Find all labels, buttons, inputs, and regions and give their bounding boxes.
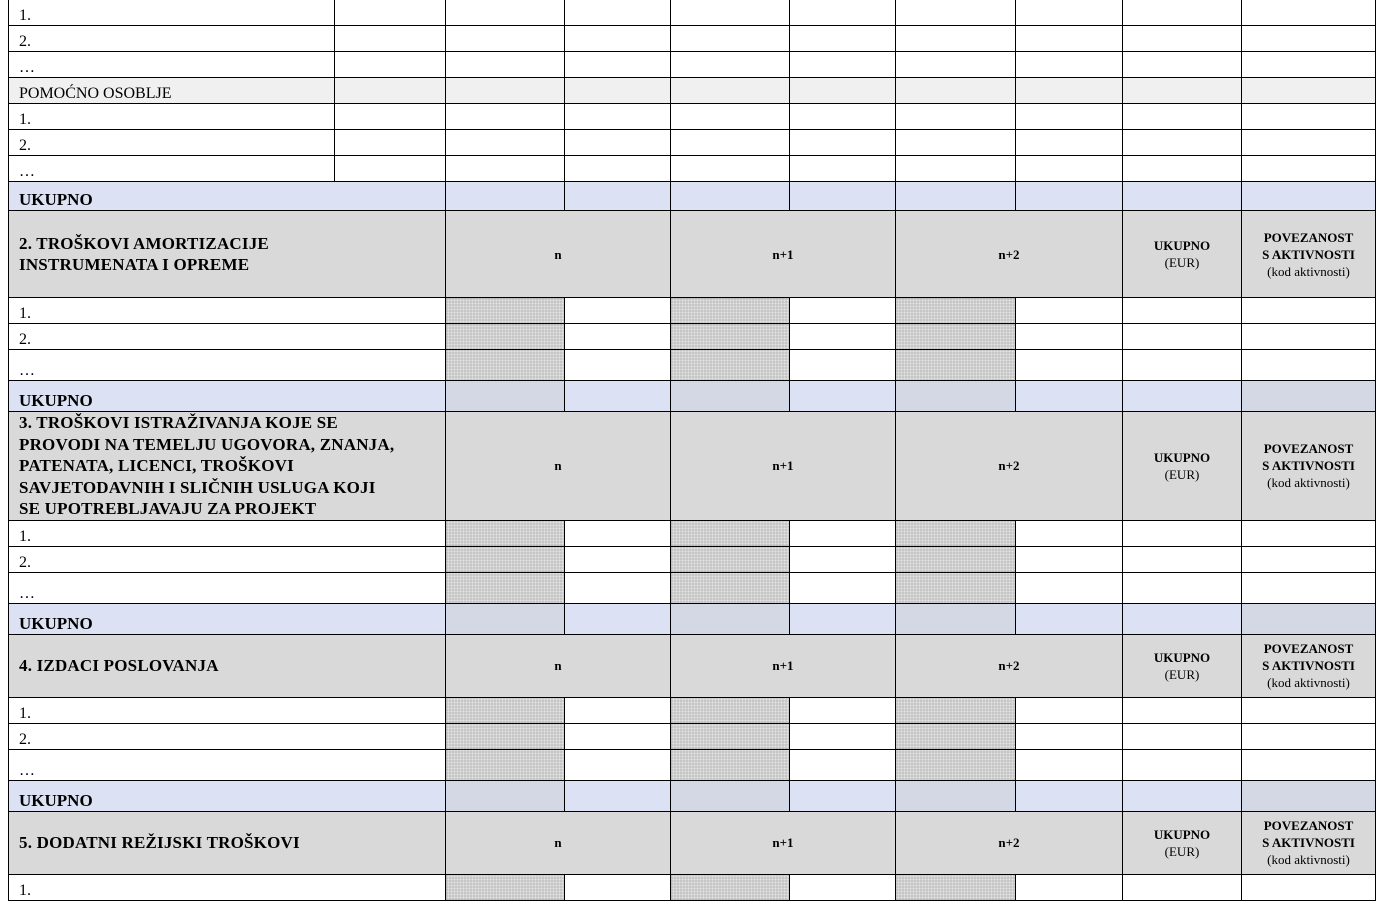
- cell[interactable]: [1123, 324, 1242, 350]
- cell[interactable]: [1016, 723, 1123, 749]
- disabled-cell: [671, 697, 790, 723]
- cell[interactable]: [1016, 749, 1123, 780]
- disabled-cell: [671, 874, 790, 900]
- col-header-povezanost: [1242, 412, 1376, 521]
- cell[interactable]: [1242, 749, 1376, 780]
- cell[interactable]: [1123, 104, 1242, 130]
- cell: [671, 78, 790, 104]
- row-number: …: [9, 156, 335, 182]
- row-number: …: [9, 350, 446, 381]
- kod-label: (kod aktivnosti): [1267, 852, 1350, 867]
- disabled-cell: [671, 749, 790, 780]
- total-cell[interactable]: [1123, 182, 1242, 211]
- cell: [1123, 78, 1242, 104]
- total-cell[interactable]: [1016, 603, 1123, 634]
- cell: [896, 78, 1016, 104]
- disabled-cell: [446, 520, 565, 546]
- pomocno-osoblje-label: POMOĆNO OSOBLJE: [9, 78, 335, 104]
- cell[interactable]: [1016, 324, 1123, 350]
- row-number: 1.: [9, 520, 446, 546]
- cell[interactable]: [1016, 298, 1123, 324]
- cell[interactable]: [1123, 298, 1242, 324]
- cell[interactable]: [1016, 130, 1123, 156]
- title-line: SAVJETODAVNIH I SLIČNIH USLUGA KOJI: [19, 477, 376, 497]
- disabled-cell: [896, 780, 1016, 811]
- cell[interactable]: [565, 52, 671, 78]
- cell[interactable]: [1242, 546, 1376, 572]
- disabled-cell: [446, 603, 565, 634]
- cell[interactable]: [565, 572, 671, 603]
- col-header-povezanost: [1242, 211, 1376, 298]
- disabled-cell: [446, 697, 565, 723]
- cell[interactable]: [1123, 52, 1242, 78]
- cell[interactable]: [671, 26, 790, 52]
- table-row: [9, 546, 1376, 572]
- aktivnosti-label: S AKTIVNOSTI: [1262, 458, 1355, 474]
- eur-label: (EUR): [1164, 843, 1200, 859]
- section-header: [9, 634, 1376, 697]
- cell: [335, 78, 446, 104]
- row-number: 1.: [9, 298, 446, 324]
- cell[interactable]: [1123, 26, 1242, 52]
- col-header-povezanost: [1242, 811, 1376, 874]
- col-header-n1: n+1: [671, 811, 896, 874]
- cell[interactable]: [671, 0, 790, 26]
- disabled-cell: [446, 874, 565, 900]
- row-number: 1.: [9, 104, 335, 130]
- col-header-n2: n+2: [896, 634, 1123, 697]
- row-number: 2.: [9, 546, 446, 572]
- total-row: [9, 381, 1376, 412]
- col-header-povezanost: [1242, 634, 1376, 697]
- total-cell[interactable]: [565, 182, 671, 211]
- kod-label: (kod aktivnosti): [1267, 675, 1350, 690]
- total-cell[interactable]: [1242, 182, 1376, 211]
- eur-label: (EUR): [1164, 255, 1200, 270]
- cell[interactable]: [565, 324, 671, 350]
- table-row: [9, 52, 1376, 78]
- cell[interactable]: [896, 26, 1016, 52]
- aktivnosti-label: S AKTIVNOSTI: [1262, 658, 1355, 673]
- cell[interactable]: [565, 697, 671, 723]
- cell[interactable]: [1242, 52, 1376, 78]
- cell[interactable]: [790, 156, 896, 182]
- total-label: UKUPNO: [9, 381, 446, 412]
- cell[interactable]: [565, 723, 671, 749]
- cell[interactable]: [790, 723, 896, 749]
- cell[interactable]: [565, 520, 671, 546]
- disabled-cell: [446, 572, 565, 603]
- col-header-ukupno: [1123, 811, 1242, 874]
- table-row: [9, 874, 1376, 900]
- cell[interactable]: [446, 130, 565, 156]
- cell[interactable]: [790, 572, 896, 603]
- cell[interactable]: [896, 0, 1016, 26]
- section-header: [9, 811, 1376, 874]
- cell[interactable]: [446, 26, 565, 52]
- cell[interactable]: [335, 26, 446, 52]
- cell[interactable]: [896, 156, 1016, 182]
- cell[interactable]: [1016, 156, 1123, 182]
- col-header-n1: n+1: [671, 412, 896, 521]
- title-line: 3. TROŠKOVI ISTRAŽIVANJA KOJE SE: [19, 413, 338, 432]
- cell[interactable]: [446, 0, 565, 26]
- table-row: [9, 697, 1376, 723]
- cell[interactable]: [896, 104, 1016, 130]
- table-row: [9, 749, 1376, 780]
- col-header-n: n: [446, 211, 671, 298]
- povezanost-label: POVEZANOST: [1263, 441, 1354, 457]
- disabled-cell: [446, 780, 565, 811]
- disabled-cell: [671, 298, 790, 324]
- total-cell[interactable]: [446, 182, 565, 211]
- disabled-cell: [896, 298, 1016, 324]
- total-cell[interactable]: [1016, 780, 1123, 811]
- total-row: [9, 780, 1376, 811]
- disabled-cell: [1242, 381, 1376, 412]
- total-cell[interactable]: [565, 381, 671, 412]
- cell[interactable]: [1123, 749, 1242, 780]
- disabled-cell: [446, 749, 565, 780]
- total-cell[interactable]: [1123, 603, 1242, 634]
- total-cell[interactable]: [1016, 381, 1123, 412]
- title-line: INSTRUMENATA I OPREME: [19, 255, 250, 274]
- cell[interactable]: [790, 749, 896, 780]
- disabled-cell: [671, 381, 790, 412]
- col-header-ukupno: [1123, 412, 1242, 521]
- disabled-cell: [671, 350, 790, 381]
- total-cell[interactable]: [790, 780, 896, 811]
- cell[interactable]: [1016, 52, 1123, 78]
- cell[interactable]: [790, 324, 896, 350]
- col-header-n2: n+2: [896, 811, 1123, 874]
- cell[interactable]: [790, 520, 896, 546]
- disabled-cell: [671, 603, 790, 634]
- section-title: [9, 412, 446, 521]
- title-line: SE UPOTREBLJAVAJU ZA PROJEKT: [19, 499, 317, 518]
- disabled-cell: [671, 780, 790, 811]
- disabled-cell: [896, 324, 1016, 350]
- aktivnosti-label: S AKTIVNOSTI: [1262, 246, 1355, 262]
- disabled-cell: [671, 520, 790, 546]
- disabled-cell: [896, 546, 1016, 572]
- total-row: [9, 182, 1376, 211]
- table-row: [9, 26, 1376, 52]
- povezanost-label: POVEZANOST: [1263, 229, 1354, 245]
- cell[interactable]: [1016, 26, 1123, 52]
- aktivnosti-label: S AKTIVNOSTI: [1262, 835, 1355, 850]
- disabled-cell: [446, 324, 565, 350]
- disabled-cell: [896, 874, 1016, 900]
- row-number: 1.: [9, 874, 446, 900]
- cell[interactable]: [1016, 104, 1123, 130]
- cell[interactable]: [1016, 874, 1123, 900]
- eur-label: (EUR): [1164, 666, 1200, 682]
- cell[interactable]: [1242, 324, 1376, 350]
- total-label: UKUPNO: [9, 182, 446, 211]
- cell[interactable]: [1016, 520, 1123, 546]
- kod-label: (kod aktivnosti): [1267, 263, 1350, 279]
- disabled-cell: [446, 381, 565, 412]
- cell[interactable]: [790, 874, 896, 900]
- col-header-n2: n+2: [896, 211, 1123, 298]
- disabled-cell: [896, 603, 1016, 634]
- cell[interactable]: [1123, 0, 1242, 26]
- total-row: [9, 603, 1376, 634]
- disabled-cell: [896, 697, 1016, 723]
- disabled-cell: [896, 350, 1016, 381]
- row-number: …: [9, 572, 446, 603]
- cell: [1242, 78, 1376, 104]
- cell[interactable]: [1016, 697, 1123, 723]
- cell[interactable]: [565, 874, 671, 900]
- cell[interactable]: [1242, 104, 1376, 130]
- total-cell[interactable]: [896, 182, 1016, 211]
- cell[interactable]: [1016, 350, 1123, 381]
- cell: [1016, 78, 1123, 104]
- total-cell[interactable]: [1016, 182, 1123, 211]
- disabled-cell: [446, 298, 565, 324]
- cell[interactable]: [335, 0, 446, 26]
- kod-label: (kod aktivnosti): [1267, 475, 1350, 491]
- title-line: 2. TROŠKOVI AMORTIZACIJE: [19, 234, 269, 253]
- total-cell[interactable]: [565, 780, 671, 811]
- total-cell[interactable]: [790, 603, 896, 634]
- disabled-cell: [896, 381, 1016, 412]
- cell[interactable]: [790, 104, 896, 130]
- cell: [565, 78, 671, 104]
- cell[interactable]: [1123, 546, 1242, 572]
- eur-label: (EUR): [1164, 466, 1200, 482]
- disabled-cell: [671, 723, 790, 749]
- cell[interactable]: [565, 104, 671, 130]
- table-row: [9, 156, 1376, 182]
- cell[interactable]: [1242, 723, 1376, 749]
- col-header-n1: n+1: [671, 634, 896, 697]
- cell[interactable]: [335, 130, 446, 156]
- total-label: UKUPNO: [9, 780, 446, 811]
- cell[interactable]: [671, 104, 790, 130]
- table-row: [9, 0, 1376, 26]
- disabled-cell: [896, 723, 1016, 749]
- cell[interactable]: [565, 350, 671, 381]
- cell[interactable]: [1123, 874, 1242, 900]
- disabled-cell: [896, 520, 1016, 546]
- table-row: [9, 723, 1376, 749]
- disabled-cell: [1242, 780, 1376, 811]
- pomocno-osoblje-row: [9, 78, 1376, 104]
- cell[interactable]: [335, 52, 446, 78]
- cell[interactable]: [1123, 130, 1242, 156]
- cell[interactable]: [1016, 572, 1123, 603]
- row-number: 2.: [9, 130, 335, 156]
- budget-table: [8, 0, 1376, 901]
- section-title: [9, 211, 446, 298]
- cell[interactable]: [1242, 874, 1376, 900]
- cell[interactable]: [1242, 697, 1376, 723]
- disabled-cell: [1242, 603, 1376, 634]
- disabled-cell: [896, 572, 1016, 603]
- col-header-n: n: [446, 634, 671, 697]
- cell[interactable]: [1242, 156, 1376, 182]
- cell[interactable]: [1123, 697, 1242, 723]
- disabled-cell: [671, 572, 790, 603]
- ukupno-label: UKUPNO: [1153, 826, 1211, 842]
- cell[interactable]: [896, 52, 1016, 78]
- cell[interactable]: [565, 156, 671, 182]
- ukupno-label: UKUPNO: [1153, 238, 1211, 253]
- cell[interactable]: [565, 130, 671, 156]
- col-header-n: n: [446, 811, 671, 874]
- col-header-n: n: [446, 412, 671, 521]
- table-row: [9, 350, 1376, 381]
- total-cell[interactable]: [1123, 780, 1242, 811]
- total-cell[interactable]: [1123, 381, 1242, 412]
- cell[interactable]: [1242, 298, 1376, 324]
- row-number: 2.: [9, 26, 335, 52]
- col-header-ukupno: [1123, 634, 1242, 697]
- title-line: PROVODI NA TEMELJU UGOVORA, ZNANJA,: [19, 434, 395, 454]
- cell[interactable]: [1123, 723, 1242, 749]
- disabled-cell: [446, 546, 565, 572]
- section-header: [9, 412, 1376, 521]
- row-number: 2.: [9, 723, 446, 749]
- cell[interactable]: [896, 130, 1016, 156]
- cell[interactable]: [1242, 26, 1376, 52]
- col-header-ukupno: [1123, 211, 1242, 298]
- cell[interactable]: [446, 104, 565, 130]
- table-row: [9, 520, 1376, 546]
- disabled-cell: [671, 546, 790, 572]
- row-number: 2.: [9, 324, 446, 350]
- col-header-n1: n+1: [671, 211, 896, 298]
- cell[interactable]: [565, 546, 671, 572]
- disabled-cell: [446, 723, 565, 749]
- cell[interactable]: [335, 104, 446, 130]
- title-line: PATENATA, LICENCI, TROŠKOVI: [19, 456, 294, 475]
- total-cell[interactable]: [671, 182, 790, 211]
- total-label: UKUPNO: [9, 603, 446, 634]
- table-row: [9, 104, 1376, 130]
- cell[interactable]: [1123, 572, 1242, 603]
- cell: [790, 78, 896, 104]
- table-row: [9, 298, 1376, 324]
- cell[interactable]: [790, 130, 896, 156]
- section-title: 4. IZDACI POSLOVANJA: [9, 634, 446, 697]
- section-header: [9, 211, 1376, 298]
- cell[interactable]: [790, 697, 896, 723]
- col-header-n2: n+2: [896, 412, 1123, 521]
- cell[interactable]: [1016, 0, 1123, 26]
- total-cell[interactable]: [790, 182, 896, 211]
- cell[interactable]: [1242, 520, 1376, 546]
- ukupno-label: UKUPNO: [1153, 449, 1211, 465]
- cell[interactable]: [446, 156, 565, 182]
- povezanost-label: POVEZANOST: [1263, 641, 1354, 656]
- row-number: …: [9, 52, 335, 78]
- cell[interactable]: [565, 749, 671, 780]
- cell[interactable]: [790, 52, 896, 78]
- cell[interactable]: [790, 26, 896, 52]
- cell[interactable]: [1242, 572, 1376, 603]
- cell[interactable]: [671, 52, 790, 78]
- cell[interactable]: [1123, 156, 1242, 182]
- ukupno-label: UKUPNO: [1153, 649, 1211, 665]
- disabled-cell: [446, 350, 565, 381]
- total-cell[interactable]: [565, 603, 671, 634]
- cell[interactable]: [790, 350, 896, 381]
- row-number: 1.: [9, 0, 335, 26]
- cell[interactable]: [1242, 130, 1376, 156]
- cell[interactable]: [671, 130, 790, 156]
- cell[interactable]: [1123, 520, 1242, 546]
- cell[interactable]: [671, 156, 790, 182]
- row-number: 1.: [9, 697, 446, 723]
- table-row: [9, 130, 1376, 156]
- cell[interactable]: [565, 298, 671, 324]
- cell[interactable]: [1242, 0, 1376, 26]
- total-cell[interactable]: [790, 381, 896, 412]
- cell[interactable]: [565, 0, 671, 26]
- row-number: …: [9, 749, 446, 780]
- cell[interactable]: [1242, 350, 1376, 381]
- disabled-cell: [896, 749, 1016, 780]
- cell[interactable]: [1016, 546, 1123, 572]
- cell[interactable]: [790, 546, 896, 572]
- cell: [446, 78, 565, 104]
- povezanost-label: POVEZANOST: [1263, 818, 1354, 833]
- cell[interactable]: [790, 298, 896, 324]
- cell[interactable]: [1123, 350, 1242, 381]
- section-title: 5. DODATNI REŽIJSKI TROŠKOVI: [9, 811, 446, 874]
- cell[interactable]: [565, 26, 671, 52]
- cell[interactable]: [790, 0, 896, 26]
- disabled-cell: [671, 324, 790, 350]
- table-row: [9, 324, 1376, 350]
- cell[interactable]: [446, 52, 565, 78]
- table-row: [9, 572, 1376, 603]
- cell[interactable]: [335, 156, 446, 182]
